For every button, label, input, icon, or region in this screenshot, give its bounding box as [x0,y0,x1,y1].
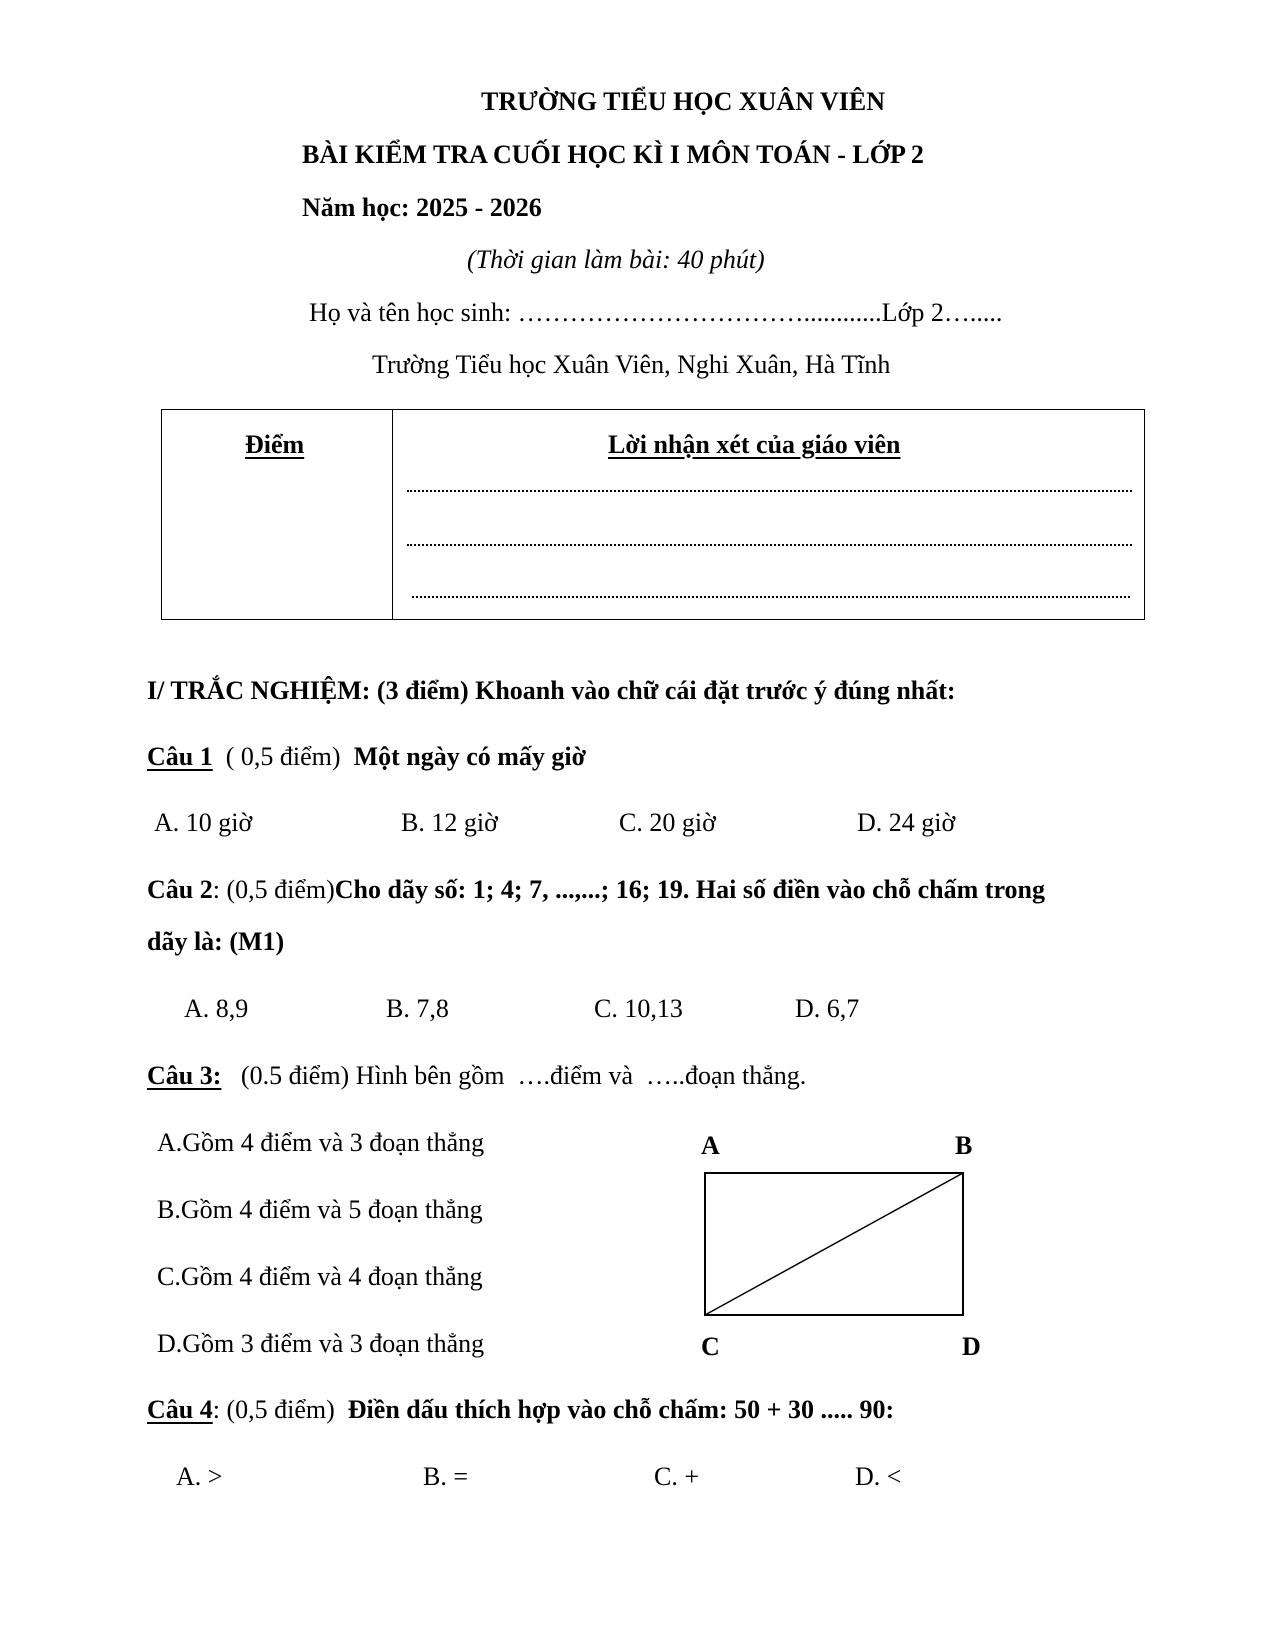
question-2 [147,877,1045,903]
question-1-points: ( 0,5 điểm) [212,742,354,771]
q2-option-b[interactable]: B. 7,8 [386,994,449,1023]
figure-label-b: B [955,1131,973,1160]
q2-option-a[interactable]: A. 8,9 [184,994,249,1023]
question-1 [147,744,586,770]
figure-label-c: C [701,1332,720,1361]
comment-dotted-line-2[interactable] [407,544,1132,546]
question-2-points: : (0,5 điểm) [212,875,335,904]
q2-option-c[interactable]: C. 10,13 [594,994,683,1023]
question-4-points: : (0,5 điểm) [212,1395,348,1424]
rectangle-figure [700,1168,968,1320]
question-4-label: Câu 4 [147,1395,213,1424]
section-title: I/ TRẮC NGHIỆM: (3 điểm) Khoanh vào chữ cái đặt trước ý đúng nhất: [147,676,956,705]
q1-option-a[interactable]: A. 10 giờ [154,808,253,837]
q3-option-a[interactable]: A.Gồm 4 điểm và 3 đoạn thẳng [157,1128,485,1157]
question-4 [147,1397,894,1423]
question-3-text: (0.5 điểm) Hình bên gồm ….điểm và …..đoạn thẳng. [221,1061,807,1090]
figure-diagonal [705,1173,963,1315]
question-3 [147,1063,806,1089]
q1-option-d[interactable]: D. 24 giờ [857,808,956,837]
score-header: Điểm [245,430,305,459]
q1-option-b[interactable]: B. 12 giờ [401,808,498,837]
question-2-text-line-2: dãy là: (M1) [147,927,285,956]
figure-label-d: D [962,1332,981,1361]
school-year: Năm học: 2025 - 2026 [302,193,542,222]
q4-option-a[interactable]: A. > [176,1462,223,1491]
comment-dotted-line-1[interactable] [407,490,1132,492]
exam-duration: (Thời gian làm bài: 40 phút) [467,245,765,274]
figure-label-a: A [701,1131,720,1160]
question-3-label: Câu 3: [147,1061,222,1090]
score-comment-table [161,409,1145,620]
question-2-label: Câu 2 [147,875,213,904]
exam-title: BÀI KIỂM TRA CUỐI HỌC KÌ I MÔN TOÁN - LỚP 2 [302,140,924,169]
q1-option-c[interactable]: C. 20 giờ [619,808,716,837]
question-1-text: Một ngày có mấy giờ [353,742,587,771]
student-name-line: Họ và tên học sinh: ……………………………............Lớp 2…..... [309,298,1003,327]
q4-option-d[interactable]: D. < [855,1462,902,1491]
comment-dotted-line-3[interactable] [412,596,1130,598]
q4-option-b[interactable]: B. = [423,1462,469,1491]
comment-header: Lời nhận xét của giáo viên [608,430,901,459]
q3-option-d[interactable]: D.Gồm 3 điểm và 3 đoạn thẳng [157,1329,485,1358]
question-4-text: Điền dấu thích hợp vào chỗ chấm: 50 + 30 ..... 90: [347,1395,895,1424]
q2-option-d[interactable]: D. 6,7 [795,994,860,1023]
q3-option-b[interactable]: B.Gồm 4 điểm và 5 đoạn thẳng [157,1195,483,1224]
question-2-text: Cho dãy số: 1; 4; 7, ...,...; 16; 19. Hai số điền vào chỗ chấm trong [334,875,1045,904]
school-address: Trường Tiểu học Xuân Viên, Nghi Xuân, Hà Tĩnh [372,350,891,379]
q3-option-c[interactable]: C.Gồm 4 điểm và 4 đoạn thẳng [157,1262,483,1291]
table-divider [392,410,393,619]
q4-option-c[interactable]: C. + [654,1462,700,1491]
question-1-label: Câu 1 [147,742,213,771]
school-name: TRƯỜNG TIỂU HỌC XUÂN VIÊN [481,87,886,116]
